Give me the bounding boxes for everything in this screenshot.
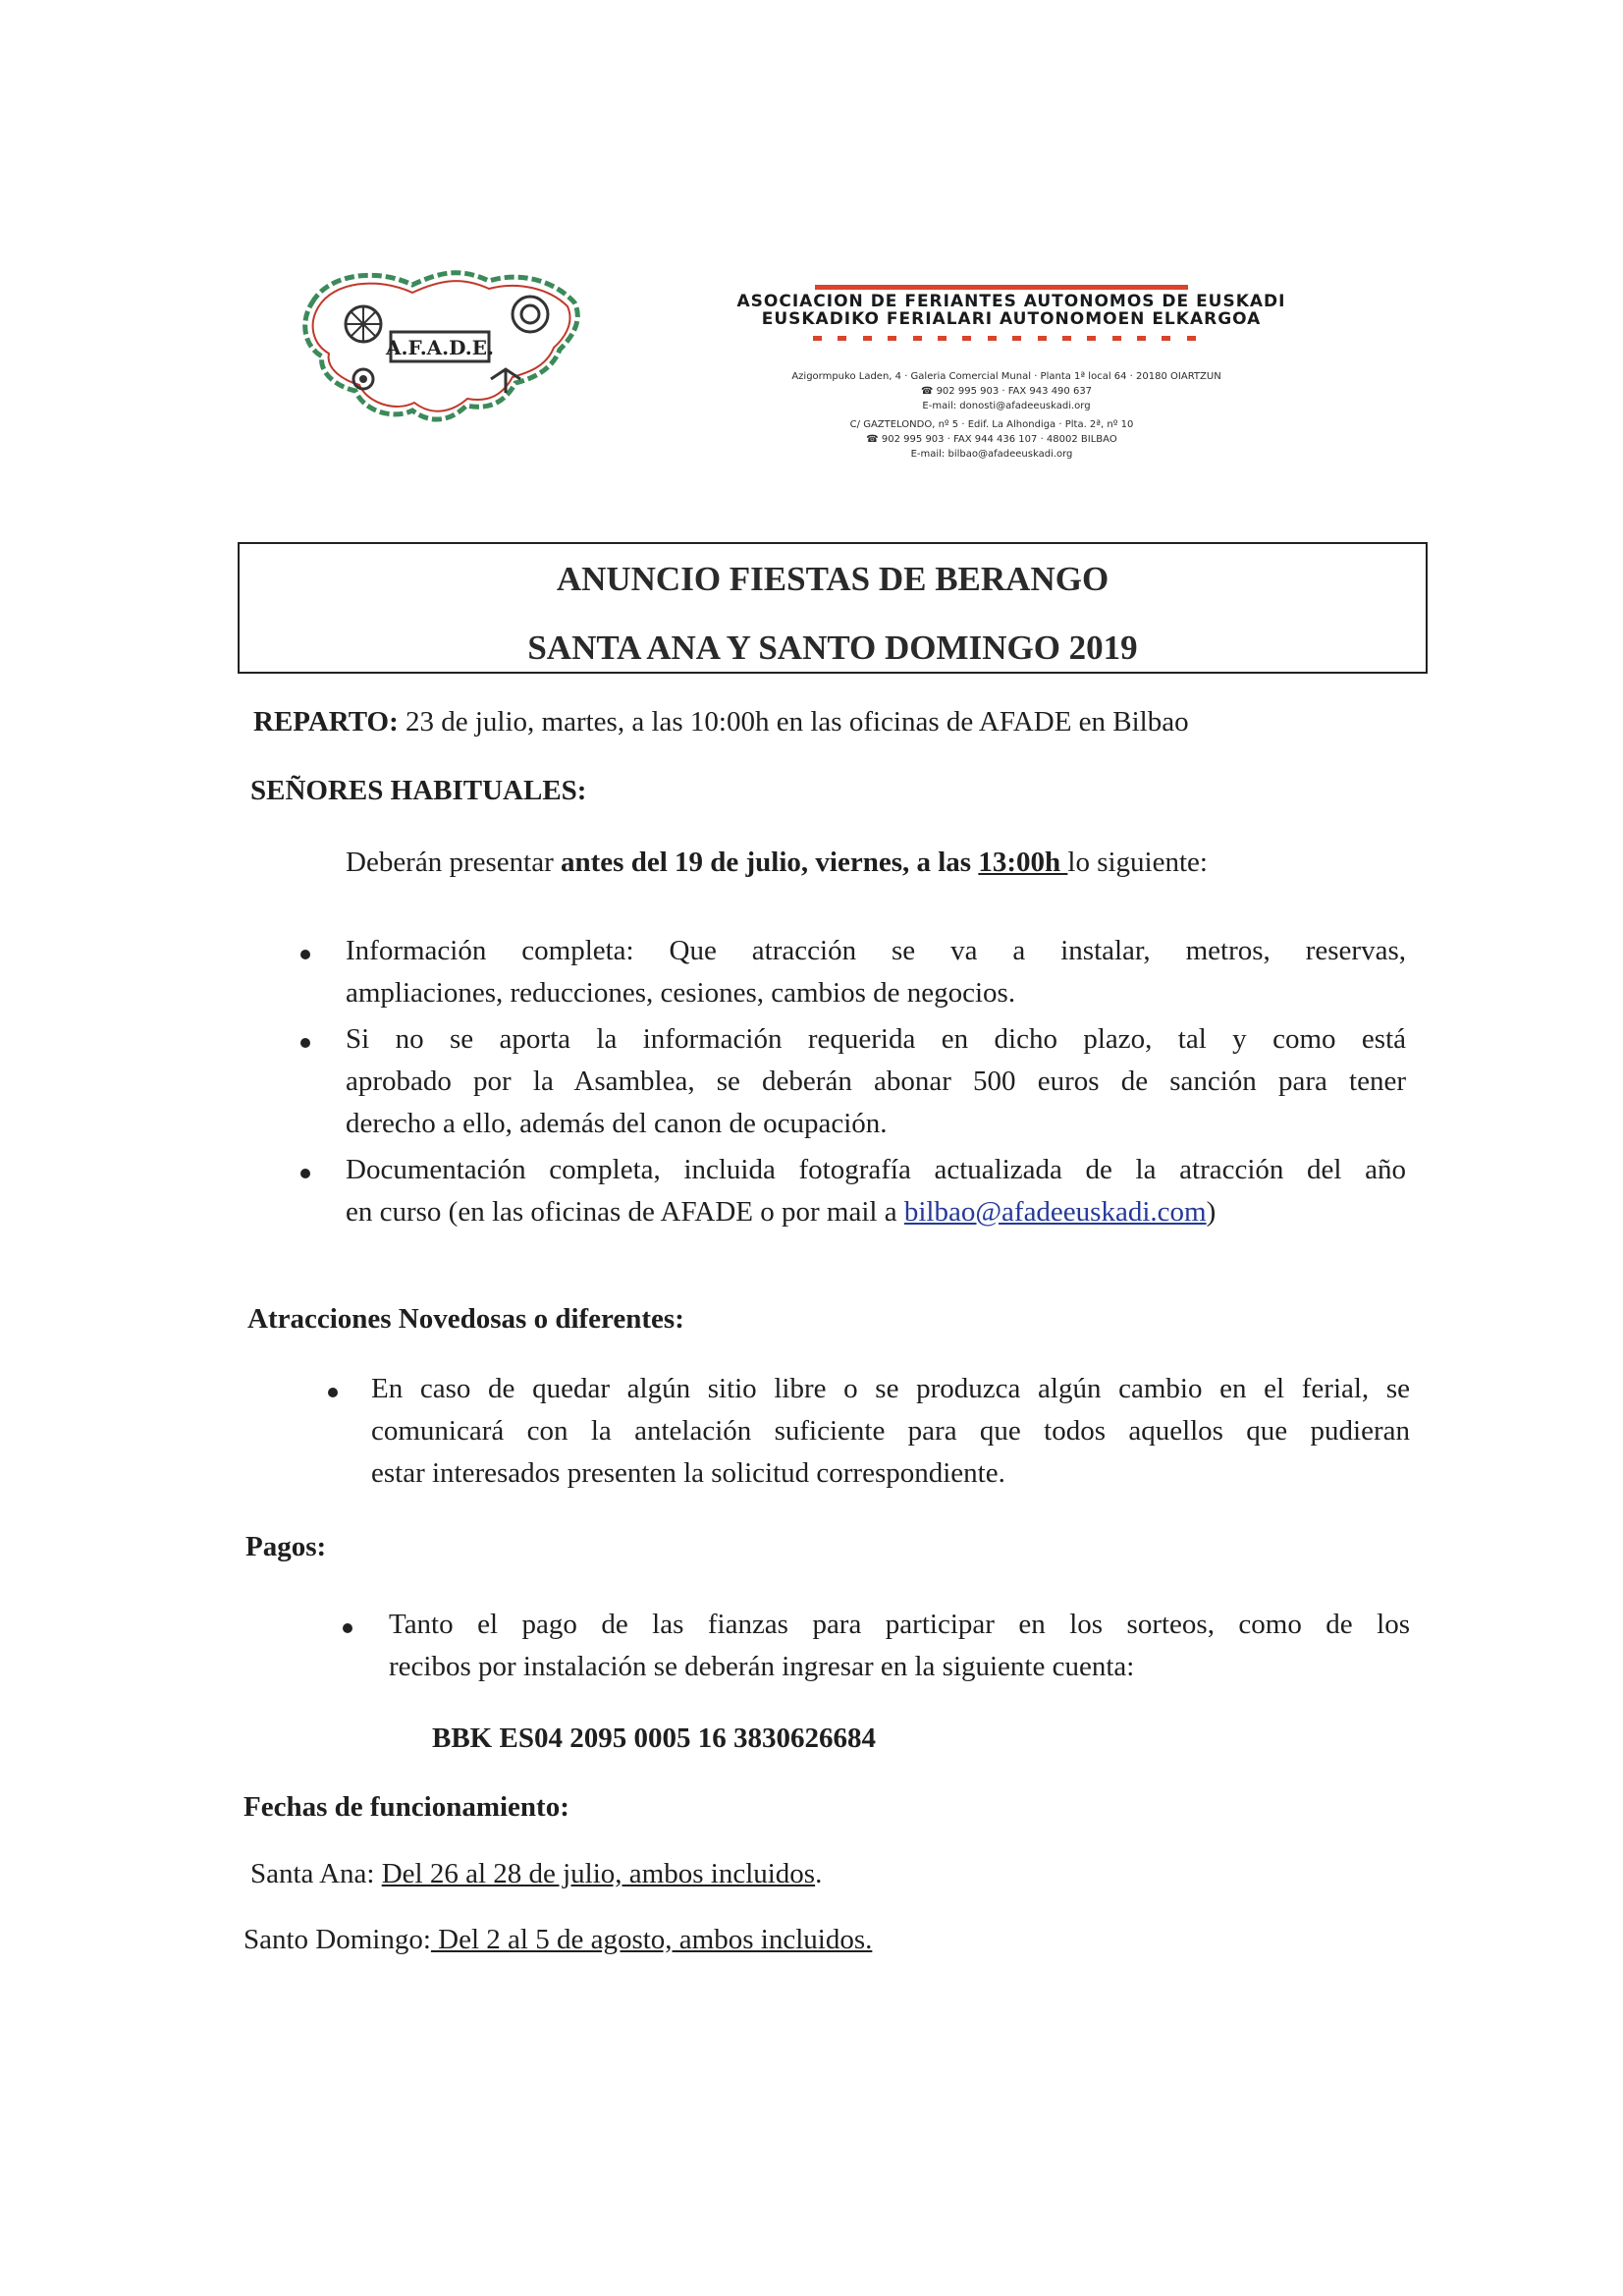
pagos-bullet bbox=[389, 1604, 1410, 1688]
org-name bbox=[668, 293, 1355, 328]
novedosas-line-2: comunicará con la antelación suficiente para que todos aquellos que pudieran bbox=[371, 1415, 1410, 1447]
bullet-icon bbox=[300, 950, 310, 959]
office1-phone: ☎ 902 995 903 · FAX 943 490 637 bbox=[920, 386, 1093, 397]
title-line-1: ANUNCIO FIESTAS DE BERANGO bbox=[556, 560, 1109, 598]
office1-address: Azigormpuko Laden, 4 · Galeria Comercial Munal · Planta 1ª local 64 · 20180 OIARTZUN bbox=[791, 371, 1221, 382]
office2-email: E-mail: bilbao@afadeeuskadi.org bbox=[910, 449, 1073, 460]
intro-time: 13:00h bbox=[978, 847, 1068, 878]
bullet-2-line-1: Si no se aporta la información requerida en dicho plazo, tal y como está bbox=[346, 1023, 1406, 1055]
office2-address: C/ GAZTELONDO, nº 5 · Edif. La Alhondiga · Plta. 2ª, nº 10 bbox=[849, 419, 1134, 430]
bullet-2-line-2: aprobado por la Asamblea, se deberán abonar 500 euros de sanción para tener bbox=[346, 1066, 1406, 1097]
org-name-es: ASOCIACION DE FERIANTES AUTONOMOS DE EUSKADI bbox=[736, 292, 1286, 311]
logo-text: A.F.A.D.E. bbox=[386, 336, 494, 359]
office1-email: E-mail: donosti@afadeeuskadi.org bbox=[922, 401, 1091, 411]
email-link[interactable]: bilbao@afadeeuskadi.com bbox=[903, 1196, 1207, 1228]
title-line-2: SANTA ANA Y SANTO DOMINGO 2019 bbox=[527, 629, 1138, 667]
org-name-eu: EUSKADIKO FERIALARI AUTONOMOEN ELKARGOA bbox=[761, 309, 1262, 329]
habituales-intro bbox=[346, 843, 1208, 882]
pagos-heading: Pagos: bbox=[245, 1531, 327, 1562]
santa-ana-dates: Del 26 al 28 de julio, ambos incluidos bbox=[381, 1858, 816, 1889]
santo-domingo-dates: Del 2 al 5 de agosto, ambos incluidos. bbox=[430, 1924, 873, 1955]
bullet-2-line-3: derecho a ello, además del canon de ocupación. bbox=[346, 1108, 888, 1139]
novedosas-bullet bbox=[371, 1368, 1410, 1495]
office-oiartzun bbox=[687, 369, 1325, 413]
santa-ana-label: Santa Ana: bbox=[250, 1858, 382, 1889]
santo-domingo-label: Santo Domingo: bbox=[243, 1924, 431, 1955]
pagos-line-1: Tanto el pago de las fianzas para participar en los sorteos, como de los bbox=[389, 1609, 1410, 1640]
pagos-line-2: recibos por instalación se deberán ingresar en la siguiente cuenta: bbox=[389, 1651, 1135, 1682]
letterhead-dots bbox=[813, 336, 1196, 344]
habituales-bullet-1 bbox=[346, 930, 1406, 1014]
intro-prefix: Deberán presentar bbox=[346, 847, 561, 878]
intro-suffix: lo siguiente: bbox=[1067, 847, 1208, 878]
office2-phone: ☎ 902 995 903 · FAX 944 436 107 · 48002 BILBAO bbox=[866, 434, 1117, 445]
bullet-3-line-1: Documentación completa, incluida fotografía actualizada de la atracción del año bbox=[346, 1154, 1406, 1185]
office-bilbao bbox=[746, 417, 1237, 462]
bullet-icon bbox=[328, 1388, 338, 1397]
title-box bbox=[238, 542, 1428, 674]
bank-account: BBK ES04 2095 0005 16 3830626684 bbox=[432, 1722, 876, 1754]
novedosas-heading: Atracciones Novedosas o diferentes: bbox=[247, 1303, 684, 1335]
santa-ana-line bbox=[250, 1854, 822, 1893]
bullet-3-prefix: en curso (en las oficinas de AFADE o por mail a bbox=[346, 1196, 904, 1228]
reparto-line bbox=[253, 702, 1189, 741]
afade-logo-graphic bbox=[295, 263, 589, 430]
santo-domingo-line bbox=[243, 1920, 872, 1959]
habituales-bullet-2 bbox=[346, 1018, 1406, 1145]
habituales-heading: SEÑORES HABITUALES: bbox=[250, 775, 587, 806]
santa-ana-end: . bbox=[815, 1858, 823, 1889]
bullet-icon bbox=[300, 1169, 310, 1178]
intro-deadline: antes del 19 de julio, viernes, a las bbox=[561, 847, 979, 878]
letterhead-rule bbox=[815, 285, 1188, 290]
bullet-3-line-2 bbox=[346, 1191, 1406, 1233]
bullet-icon bbox=[343, 1623, 352, 1633]
reparto-text: 23 de julio, martes, a las 10:00h en las oficinas de AFADE en Bilbao bbox=[398, 706, 1189, 738]
habituales-bullet-3 bbox=[346, 1149, 1406, 1233]
reparto-label: REPARTO: bbox=[253, 706, 399, 738]
novedosas-line-3: estar interesados presenten la solicitud correspondiente. bbox=[371, 1457, 1005, 1489]
bullet-icon bbox=[300, 1038, 310, 1048]
afade-logo bbox=[295, 263, 589, 430]
bullet-1-line-1: Información completa: Que atracción se va a instalar, metros, reservas, bbox=[346, 935, 1406, 966]
novedosas-line-1: En caso de quedar algún sitio libre o se produzca algún cambio en el ferial, se bbox=[371, 1373, 1410, 1404]
bullet-1-line-2: ampliaciones, reducciones, cesiones, cambios de negocios. bbox=[346, 977, 1016, 1009]
fechas-heading: Fechas de funcionamiento: bbox=[243, 1791, 569, 1823]
bullet-3-suffix: ) bbox=[1206, 1196, 1217, 1228]
